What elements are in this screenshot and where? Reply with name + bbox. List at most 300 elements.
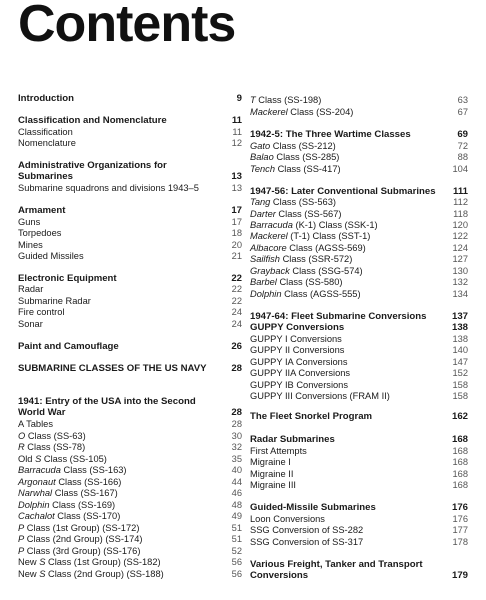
title-text: Class (SS-204) (287, 107, 354, 117)
title-text: Torpedoes (18, 228, 62, 238)
toc-entry (18, 183, 242, 194)
toc-entry-title (18, 488, 118, 499)
toc-entry-title (250, 345, 344, 356)
toc-entry-title (18, 183, 199, 194)
toc-entry-title (250, 254, 352, 265)
toc-entry-title (18, 284, 43, 295)
toc-page-number: 124 (452, 243, 468, 253)
toc-section-heading (250, 129, 468, 140)
class-name: S (39, 557, 46, 567)
toc-page-number: 12 (231, 138, 242, 148)
toc-page-number: 21 (231, 251, 242, 261)
toc-entry-title (250, 457, 291, 468)
toc-page-number: 13 (231, 171, 242, 182)
toc-entry-title (250, 357, 348, 368)
toc-page-number: 13 (231, 183, 242, 193)
toc-page-number: 32 (231, 442, 242, 452)
toc-entry-title (18, 454, 107, 465)
class-name: Tench (250, 164, 275, 174)
toc-entry-title (250, 537, 363, 548)
toc-entry-title (18, 217, 40, 228)
toc-entry-title (250, 231, 370, 242)
toc-entry (250, 469, 468, 480)
title-text: Classification (18, 127, 73, 137)
toc-page-number: 11 (232, 127, 242, 137)
toc-page-number: 168 (452, 457, 468, 467)
toc-page-number: 137 (451, 311, 468, 322)
toc-entry (250, 95, 468, 106)
toc-entry (250, 480, 468, 491)
title-text: (T-1) Class (SST-1) (287, 231, 371, 241)
toc-entry (250, 209, 468, 220)
title-text: GUPPY II Conversions (250, 345, 345, 355)
title-text: Class (2nd Group) (SS-174) (24, 534, 143, 544)
toc-entry (18, 240, 242, 251)
toc-entry-title (18, 363, 207, 374)
toc-page-number: 176 (451, 502, 468, 513)
toc-entry (18, 465, 242, 476)
toc-page-number: 168 (452, 469, 468, 479)
title-text: Submarine squadrons and divisions 1943–5 (18, 183, 199, 193)
toc-page-number: 168 (452, 446, 468, 456)
toc-entry (250, 164, 468, 175)
toc-page-number: 158 (452, 391, 468, 401)
toc-page-number: 17 (231, 205, 242, 216)
toc-page-number: 134 (452, 289, 468, 299)
toc-entry (18, 557, 242, 568)
title-text: GUPPY IIA Conversions (250, 368, 351, 378)
toc-entry (18, 546, 242, 557)
toc-entry-title (18, 396, 198, 418)
toc-entry (250, 197, 468, 208)
toc-entry (250, 514, 468, 525)
title-text: Class (SS-417) (275, 164, 341, 174)
title-text: Class (2nd Group) (SS-188) (45, 569, 164, 579)
toc-entry-title (250, 368, 350, 379)
toc-entry-title (250, 129, 411, 140)
class-name: Dolphin (18, 500, 50, 510)
toc-page-number: 22 (231, 273, 242, 284)
toc-entry-title (250, 311, 426, 322)
toc-section-heading (18, 396, 242, 418)
toc-entry-title (250, 411, 372, 422)
title-text: GUPPY Conversions (250, 322, 345, 333)
toc-entry-title (250, 107, 353, 118)
title-text: First Attempts (250, 446, 307, 456)
toc-entry (18, 217, 242, 228)
toc-page-number: 120 (452, 220, 468, 230)
toc-entry-title (18, 465, 127, 476)
toc-page-number: 17 (231, 217, 242, 227)
toc-entry (250, 380, 468, 391)
toc-page-number: 30 (231, 431, 242, 441)
title-text: The Fleet Snorkel Program (250, 411, 373, 422)
toc-page-number: 48 (231, 500, 242, 510)
toc-page-number: 18 (231, 228, 242, 238)
toc-entry (250, 345, 468, 356)
title-text: Class (SS-169) (49, 500, 116, 510)
toc-page-number: 162 (451, 411, 468, 422)
toc-entry-title (18, 251, 84, 262)
title-text: Class (1st Group) (SS-172) (24, 523, 140, 533)
title-text: Class (SS-563) (270, 197, 336, 207)
title-text: SSG Conversion of SS-282 (250, 525, 364, 535)
toc-entry-title (18, 228, 61, 239)
title-prefix: Old (18, 454, 36, 464)
title-text: Guided-Missile Submarines (250, 502, 376, 513)
class-name: Barracuda (18, 465, 61, 475)
toc-entry (18, 569, 242, 580)
toc-page-number: 28 (231, 419, 242, 429)
toc-entry-title (250, 209, 341, 220)
title-text: Class (SS-285) (273, 152, 340, 162)
title-text: Class (SS-170) (54, 511, 121, 521)
title-text: Class (SS-166) (55, 477, 122, 487)
title-text: Class (AGSS-555) (281, 289, 361, 299)
title-text: Migraine III (250, 480, 296, 490)
toc-entry-title (250, 243, 366, 254)
toc-entry (250, 368, 468, 379)
class-name: P (18, 523, 25, 533)
toc-entry-title (18, 160, 198, 182)
title-text: Paint and Camouflage (18, 341, 119, 352)
toc-page-number: 158 (452, 380, 468, 390)
toc-entry (18, 500, 242, 511)
toc-entry (250, 266, 468, 277)
toc-entry (250, 391, 468, 402)
toc-entry-title (18, 205, 65, 216)
toc-section-heading (250, 186, 468, 197)
title-text: Class (SS-163) (60, 465, 127, 475)
toc-entry-title (250, 334, 342, 345)
title-text: Class (AGSS-569) (286, 243, 366, 253)
toc-page-number: 179 (451, 570, 468, 581)
class-name: P (18, 546, 25, 556)
toc-page-number: 118 (453, 209, 468, 219)
toc-page-number: 26 (231, 341, 242, 352)
title-text: 1947-56: Later Conventional Submarines (250, 186, 436, 197)
toc-page-number: 52 (231, 546, 242, 556)
title-text: Guns (18, 217, 41, 227)
title-text: Various Freight, Tanker and Transport Conversions (250, 559, 423, 581)
toc-entry (18, 477, 242, 488)
title-text: Radar Submarines (250, 434, 335, 445)
toc-section-heading (18, 93, 242, 104)
class-name: Barracuda (250, 220, 293, 230)
title-text: Class (3rd Group) (SS-176) (24, 546, 141, 556)
toc-entry (18, 138, 242, 149)
class-name: P (18, 534, 25, 544)
toc-entry-title (250, 266, 363, 277)
title-text: Class (SS-167) (52, 488, 118, 498)
class-name: Cachalot (18, 511, 55, 521)
toc-entry-title (250, 322, 344, 333)
title-text: Electronic Equipment (18, 273, 117, 284)
toc-entry (18, 431, 242, 442)
toc-page-number: 51 (231, 523, 242, 533)
toc-entry (250, 243, 468, 254)
toc-entry-title (250, 186, 436, 197)
toc-page-number: 178 (452, 537, 468, 547)
toc-entry-title (250, 197, 336, 208)
toc-entry (18, 127, 242, 138)
class-name: Tang (250, 197, 271, 207)
title-text: Armament (18, 205, 66, 216)
title-text: A Tables (18, 419, 53, 429)
toc-entry-title (250, 434, 335, 445)
toc-entry (250, 457, 468, 468)
class-name: Narwhal (18, 488, 53, 498)
toc-entry (250, 141, 468, 152)
toc-page-number: 28 (231, 407, 242, 418)
toc-entry-title (250, 220, 378, 231)
toc-page-number: 147 (452, 357, 468, 367)
title-text: GUPPY III Conversions (FRAM II) (250, 391, 390, 401)
toc-entry (250, 220, 468, 231)
class-name: Barbel (250, 277, 277, 287)
toc-entry-title (250, 480, 296, 491)
toc-entry (18, 419, 242, 430)
class-name: O (18, 431, 26, 441)
title-text: Class (SS-198) (255, 95, 322, 105)
toc-section-heading (18, 115, 242, 126)
class-name: R (18, 442, 25, 452)
toc-entry-title (18, 307, 65, 318)
toc-entry-title (18, 523, 139, 534)
toc-entry-title (250, 380, 348, 391)
toc-entry (250, 231, 468, 242)
toc-page-number: 69 (457, 129, 468, 140)
title-prefix: New (18, 569, 40, 579)
toc-section-heading (250, 502, 468, 513)
toc-entry-title (18, 557, 161, 568)
toc-section-heading (18, 160, 242, 182)
toc-entry (18, 228, 242, 239)
toc-page-number: 111 (453, 186, 468, 197)
toc-page-number: 88 (457, 152, 468, 162)
toc-entry-title (18, 500, 115, 511)
toc-entry (250, 152, 468, 163)
title-text: Sonar (18, 319, 43, 329)
toc-entry (18, 307, 242, 318)
title-text: SSG Conversion of SS-317 (250, 537, 364, 547)
class-name: Argonaut (18, 477, 56, 487)
toc-page-number: 44 (231, 477, 242, 487)
toc-page-number: 104 (452, 164, 468, 174)
toc-page-number: 177 (452, 525, 468, 535)
toc-entry-title (18, 442, 85, 453)
title-text: Classification and Nomenclature (18, 115, 167, 126)
toc-entry (250, 525, 468, 536)
toc-entry-title (18, 273, 117, 284)
toc-page-number: 46 (231, 488, 242, 498)
toc-page-number: 35 (231, 454, 242, 464)
title-text: GUPPY IA Conversions (250, 357, 348, 367)
toc-page-number: 130 (452, 266, 468, 276)
toc-entry-title (18, 296, 91, 307)
class-name: Grayback (250, 266, 290, 276)
toc-entry-title (18, 127, 73, 138)
toc-entry-title (18, 569, 164, 580)
toc-page-number: 140 (452, 345, 468, 355)
toc-page-number: 127 (452, 254, 468, 264)
title-text: Class (SSR-572) (279, 254, 353, 264)
class-name: Sailfish (250, 254, 280, 264)
title-text: Mines (18, 240, 43, 250)
title-text: Loon Conversions (250, 514, 325, 524)
toc-entry (250, 107, 468, 118)
toc-entry-title (250, 559, 430, 581)
title-text: (K-1) Class (SSK-1) (292, 220, 378, 230)
toc-entry-title (18, 93, 74, 104)
title-text: Guided Missiles (18, 251, 84, 261)
class-name: Albacore (250, 243, 287, 253)
class-name: Mackerel (250, 231, 288, 241)
toc-section-heading (250, 434, 468, 445)
toc-entry-title (18, 546, 140, 557)
toc-entry (250, 334, 468, 345)
title-text: Fire control (18, 307, 65, 317)
toc-page-number: 122 (452, 231, 468, 241)
toc-page-number: 56 (231, 569, 242, 579)
toc-section-heading (18, 363, 242, 374)
toc-entry (18, 442, 242, 453)
toc-entry (18, 454, 242, 465)
toc-entry-title (18, 431, 86, 442)
toc-entry (250, 357, 468, 368)
title-text: 1941: Entry of the USA into the Second World War (18, 396, 196, 418)
toc-entry-title (18, 477, 121, 488)
title-text: Class (SSG-574) (289, 266, 363, 276)
title-prefix: New (18, 557, 40, 567)
toc-entry (18, 251, 242, 262)
toc-entry-title (18, 511, 120, 522)
toc-entry (18, 488, 242, 499)
toc-page-number: 56 (231, 557, 242, 567)
toc-entry-title (18, 319, 43, 330)
title-text: 1947-64: Fleet Submarine Conversions (250, 311, 427, 322)
toc-page-number: 132 (452, 277, 468, 287)
toc-page-number: 138 (452, 334, 468, 344)
title-text: Migraine I (250, 457, 291, 467)
toc-entry-title (250, 289, 361, 300)
toc-entry (18, 534, 242, 545)
toc-page-number: 20 (231, 240, 242, 250)
toc-entry-title (250, 164, 341, 175)
class-name: S (39, 569, 46, 579)
toc-entry-title (250, 502, 376, 513)
title-text: Nomenclature (18, 138, 76, 148)
class-name: Balao (250, 152, 274, 162)
class-name: T (250, 95, 256, 105)
class-name: S (35, 454, 42, 464)
toc-entry (250, 289, 468, 300)
toc-section-heading (250, 411, 468, 422)
toc-entry-title (250, 446, 307, 457)
toc-entry (18, 284, 242, 295)
toc-entry (250, 446, 468, 457)
toc-page-number: 138 (451, 322, 468, 333)
toc-page-number: 168 (452, 480, 468, 490)
toc-page-number: 24 (231, 307, 242, 317)
toc-page-number: 176 (452, 514, 468, 524)
toc-entry (18, 523, 242, 534)
title-text: Class (1st Group) (SS-182) (45, 557, 161, 567)
title-text: Radar (18, 284, 44, 294)
toc-entry-title (250, 277, 343, 288)
toc-section-heading (250, 311, 468, 322)
toc-entry (250, 254, 468, 265)
toc-entry-title (18, 419, 53, 430)
toc-entry-title (18, 115, 167, 126)
toc-entry (18, 296, 242, 307)
toc-page-number: 63 (457, 95, 468, 105)
toc-page-number: 72 (457, 141, 468, 151)
toc-page-number: 168 (451, 434, 468, 445)
toc-page-number: 22 (231, 296, 242, 306)
toc-page-number: 112 (453, 197, 468, 207)
toc-entry-title (18, 341, 119, 352)
class-name: Mackerel (250, 107, 288, 117)
toc-entry-title (250, 525, 363, 536)
toc-section-heading (18, 273, 242, 284)
class-name: Darter (250, 209, 276, 219)
toc-entry-title (250, 152, 339, 163)
toc-page-number: 67 (457, 107, 468, 117)
toc-page-number: 9 (236, 93, 242, 104)
title-text: Submarine Radar (18, 296, 91, 306)
title-text: Administrative Organizations for Submarines (18, 160, 167, 182)
toc-entry-title (250, 95, 321, 106)
toc-section-heading (18, 205, 242, 216)
toc-entry-title (18, 534, 143, 545)
toc-section-heading (250, 559, 468, 581)
toc-page-number: 28 (231, 363, 242, 374)
toc-entry (18, 511, 242, 522)
title-text: GUPPY IB Conversions (250, 380, 349, 390)
title-text: Introduction (18, 93, 74, 104)
title-text: Class (SS-212) (270, 141, 336, 151)
title-text: GUPPY I Conversions (250, 334, 342, 344)
toc-entry-title (250, 141, 336, 152)
toc-entry (250, 537, 468, 548)
toc-section-heading (18, 341, 242, 352)
toc-entry (250, 277, 468, 288)
toc-entry-title (250, 391, 390, 402)
toc-page-number: 40 (231, 465, 242, 475)
toc-page-number: 22 (231, 284, 242, 294)
toc-entry-title (18, 240, 43, 251)
title-text: SUBMARINE CLASSES OF THE US NAVY (18, 363, 207, 374)
title-text: Migraine II (250, 469, 294, 479)
toc-entry (18, 319, 242, 330)
toc-page-number: 24 (231, 319, 242, 329)
page-title: Contents (18, 0, 236, 53)
toc-entry-title (250, 469, 293, 480)
title-text: Class (SS-580) (276, 277, 343, 287)
title-text: Class (SS-63) (25, 431, 86, 441)
title-text: 1942-5: The Three Wartime Classes (250, 129, 411, 140)
class-name: Dolphin (250, 289, 282, 299)
toc-section-heading (250, 322, 468, 333)
title-text: Class (SS-567) (275, 209, 342, 219)
class-name: Gato (250, 141, 271, 151)
title-text: Class (SS-78) (24, 442, 86, 452)
toc-entry-title (18, 138, 76, 149)
toc-page-number: 49 (231, 511, 242, 521)
toc-entry-title (250, 514, 325, 525)
toc-page-number: 152 (452, 368, 468, 378)
